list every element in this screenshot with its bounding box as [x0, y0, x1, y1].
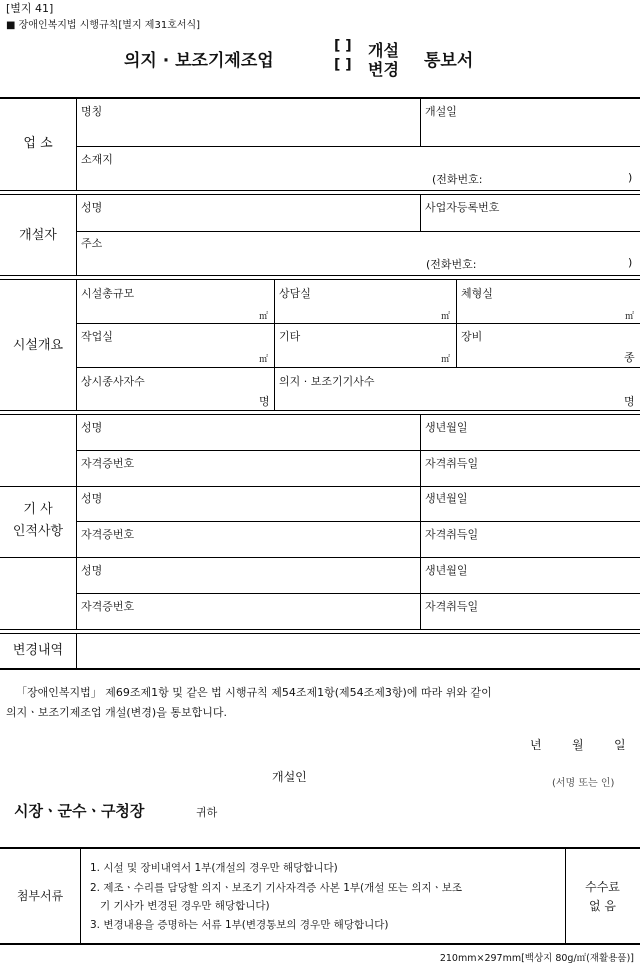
attachment-item-1: 1. 시설 및 장비내역서 1부(개설의 경우만 해당합니다)	[90, 862, 338, 874]
divider	[76, 231, 640, 232]
equipment-unit: 종	[624, 351, 635, 364]
tech2-name-label: 성명	[81, 492, 103, 505]
founder-name-label: 성명	[81, 201, 103, 214]
recipient-label: 시장ㆍ군수ㆍ구청장	[14, 802, 145, 820]
total-size-unit: ㎡	[259, 312, 269, 322]
equipment-label: 장비	[461, 330, 483, 343]
section-technician-line2: 인적사항	[12, 524, 64, 539]
divider	[456, 280, 457, 368]
technician-count-unit: 명	[624, 395, 635, 408]
divider	[0, 414, 640, 415]
date-year-label: 년	[530, 738, 542, 752]
table-top-border	[0, 97, 640, 99]
total-size-label: 시설총규모	[81, 287, 135, 300]
divider	[0, 279, 640, 280]
business-address-label: 소재지	[81, 153, 113, 166]
founder-phone-close: )	[628, 256, 633, 269]
divider	[76, 593, 640, 594]
divider	[0, 190, 640, 191]
divider	[274, 280, 275, 410]
attachment-item-3: 3. 변경내용을 증명하는 서류 1부(변경통보의 경우만 해당합니다)	[90, 919, 389, 931]
divider	[76, 450, 640, 451]
divider	[420, 99, 421, 146]
staff-count-label: 상시종사자수	[81, 375, 145, 388]
statement-line1: 「장애인복지법」 제69조제1항 및 같은 법 시행규칙 제54조제1항(제54조제3항)에 따라 위와 같이	[16, 686, 492, 699]
divider	[76, 323, 640, 324]
checkbox-open[interactable]: [ ]	[334, 38, 352, 54]
attachment-item-2: 2. 제조ㆍ수리를 담당할 의지ㆍ보조기 기사자격증 사본 1부(개설 또는 의지ㆍ보조	[90, 882, 463, 894]
section-changes: 변경내역	[12, 643, 64, 658]
divider	[0, 633, 640, 634]
divider	[76, 280, 77, 410]
regulation-label: ■ 장애인복지법 시행규칙[별지 제31호서식]	[6, 20, 201, 31]
option-open-label: 개설	[368, 41, 399, 60]
divider	[80, 849, 81, 943]
tech3-acquired-label: 자격취득일	[425, 600, 479, 613]
fitting-room-label: 체형실	[461, 287, 493, 300]
section-facility: 시설개요	[12, 338, 64, 353]
fee-label: 수수료	[585, 880, 620, 894]
attachment-item-2-cont: 기 기사가 변경된 경우만 해당합니다)	[100, 900, 270, 912]
business-phone-close: )	[628, 171, 633, 184]
divider	[76, 367, 640, 368]
tech2-cert-label: 자격증번호	[81, 528, 135, 541]
tech2-acquired-label: 자격취득일	[425, 528, 479, 541]
founder-phone-label: (전화번호:	[426, 258, 477, 271]
paper-spec-label: 210mm×297mm[백상지 80g/㎡(재활용품)]	[439, 953, 634, 964]
other-room-unit: ㎡	[441, 355, 451, 365]
divider	[76, 415, 77, 629]
divider	[76, 146, 640, 147]
tech1-name-label: 성명	[81, 421, 103, 434]
section-business: 업 소	[23, 136, 53, 151]
tech2-birth-label: 생년월일	[425, 492, 468, 505]
date-month-label: 월	[572, 738, 584, 752]
divider	[0, 629, 640, 630]
divider	[0, 557, 640, 558]
business-phone-label: (전화번호:	[432, 173, 483, 186]
statement-line2: 의지ㆍ보조기제조업 개설(변경)을 통보합니다.	[6, 706, 227, 719]
divider	[420, 415, 421, 629]
honorific-label: 귀하	[196, 806, 218, 819]
workshop-label: 작업실	[81, 330, 113, 343]
option-change-label: 변경	[368, 60, 399, 79]
tech3-cert-label: 자격증번호	[81, 600, 135, 613]
checkbox-change[interactable]: [ ]	[334, 57, 352, 73]
attachments-bottom-border	[0, 943, 640, 945]
other-room-label: 기타	[279, 330, 301, 343]
tech1-birth-label: 생년월일	[425, 421, 468, 434]
open-date-label: 개설일	[425, 105, 457, 118]
consult-room-label: 상담실	[279, 287, 311, 300]
form-title-left: 의지 · 보조기제조업	[124, 51, 274, 71]
signature-label: (서명 또는 인)	[552, 778, 615, 789]
fee-value: 없 음	[589, 899, 616, 913]
divider	[76, 99, 77, 190]
divider	[565, 849, 566, 943]
form-reference: [별지 41]	[6, 2, 54, 15]
date-day-label: 일	[614, 738, 626, 752]
consult-room-unit: ㎡	[441, 312, 451, 322]
divider	[0, 486, 640, 487]
founder-sign-label: 개설인	[272, 770, 307, 784]
technician-count-label: 의지 · 보조기기사수	[279, 375, 375, 388]
tech1-cert-label: 자격증번호	[81, 457, 135, 470]
divider	[76, 195, 77, 275]
business-name-label: 명칭	[81, 105, 103, 118]
section-technician-line1: 기 사	[23, 502, 53, 517]
business-registration-label: 사업자등록번호	[425, 201, 500, 214]
tech3-birth-label: 생년월일	[425, 564, 468, 577]
divider	[420, 195, 421, 231]
divider	[76, 634, 77, 668]
attachments-top-border	[0, 847, 640, 849]
section-founder: 개설자	[19, 228, 57, 243]
staff-count-unit: 명	[259, 395, 270, 408]
fitting-room-unit: ㎡	[625, 312, 635, 322]
tech1-acquired-label: 자격취득일	[425, 457, 479, 470]
divider	[0, 275, 640, 276]
divider	[0, 410, 640, 411]
table-bottom-border	[0, 668, 640, 670]
form-title-right: 통보서	[424, 51, 474, 71]
workshop-unit: ㎡	[259, 355, 269, 365]
founder-address-label: 주소	[81, 237, 103, 250]
attachments-label: 첨부서류	[16, 889, 64, 903]
divider	[0, 194, 640, 195]
tech3-name-label: 성명	[81, 564, 103, 577]
divider	[76, 521, 640, 522]
